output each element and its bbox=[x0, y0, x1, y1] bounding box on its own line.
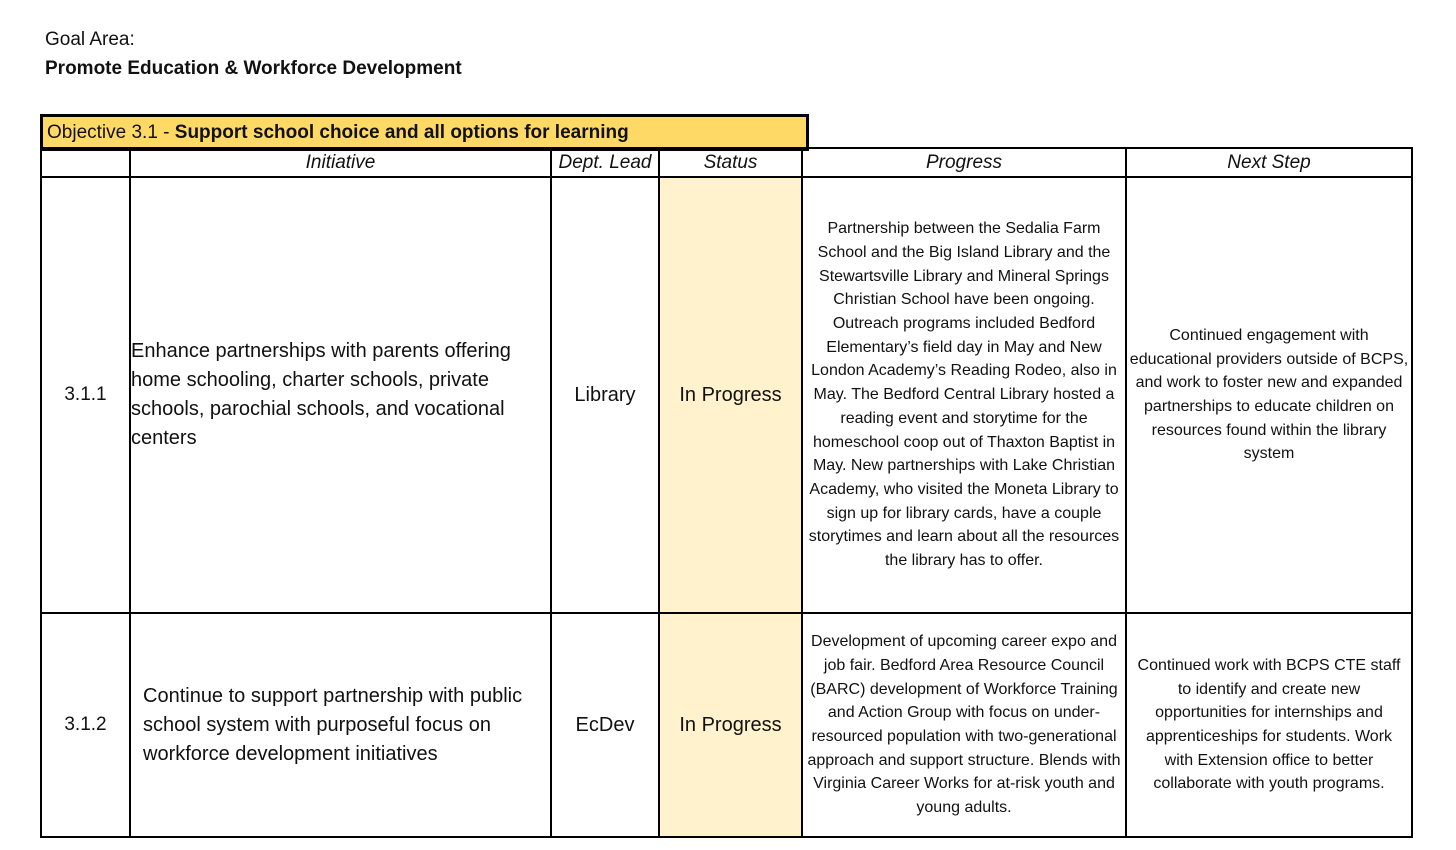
initiative-description: Enhance partnerships with parents offering home schooling, charter schools, private schools, parochial schools, and vocational centers bbox=[130, 177, 551, 613]
dept-lead: Library bbox=[551, 177, 659, 613]
header-initiative: Initiative bbox=[130, 148, 551, 177]
goal-area-label: Goal Area: bbox=[45, 29, 135, 50]
header-number bbox=[41, 148, 130, 177]
next-step-text: Continued engagement with educational providers outside of BCPS, and work to foster new and expanded partnerships to educate children on resources found within the library system bbox=[1126, 177, 1412, 613]
progress-text: Partnership between the Sedalia Farm School and the Big Island Library and the Stewartsville Library and Mineral Springs Christian School have been ongoing. Outreach programs included Bedford Elementary’s field day in May and New London Academy’s Reading Rodeo, also in May. The Bedford Central Library hosted a reading event and storytime for the homeschool coop out of Thaxton Baptist in May. New partnerships with Lake Christian Academy, who visited the Moneta Library to sign up for library cards, have a couple storytimes and learn about all the resources the library has to offer. bbox=[802, 177, 1126, 613]
header-next-step: Next Step bbox=[1126, 148, 1412, 177]
table-row bbox=[41, 177, 1412, 613]
header-dept-lead: Dept. Lead bbox=[551, 148, 659, 177]
status-cell: In Progress bbox=[659, 177, 802, 613]
initiative-number: 3.1.2 bbox=[41, 613, 130, 837]
dept-lead: EcDev bbox=[551, 613, 659, 837]
objective-prefix: Objective 3.1 - bbox=[47, 122, 175, 143]
goal-area-title: Promote Education & Workforce Development bbox=[45, 58, 462, 79]
table-row bbox=[41, 613, 1412, 837]
initiative-description: Continue to support partnership with public school system with purposeful focus on workforce development initiatives bbox=[130, 613, 551, 837]
table-header-row bbox=[41, 148, 1412, 177]
progress-text: Development of upcoming career expo and job fair. Bedford Area Resource Council (BARC) development of Workforce Training and Action Group with focus on under-resourced population with two-generational approach and support structure. Blends with Virginia Career Works for at-risk youth and young adults. bbox=[802, 613, 1126, 837]
status-cell: In Progress bbox=[659, 613, 802, 837]
initiatives-table bbox=[40, 147, 1413, 838]
header-status: Status bbox=[659, 148, 802, 177]
initiative-number: 3.1.1 bbox=[41, 177, 130, 613]
header-progress: Progress bbox=[802, 148, 1126, 177]
objective-text: Support school choice and all options for learning bbox=[174, 122, 629, 143]
objective-banner bbox=[40, 114, 809, 151]
next-step-text: Continued work with BCPS CTE staff to identify and create new opportunities for internships and apprenticeships for students. Work with Extension office to better collaborate with youth programs. bbox=[1126, 613, 1412, 837]
